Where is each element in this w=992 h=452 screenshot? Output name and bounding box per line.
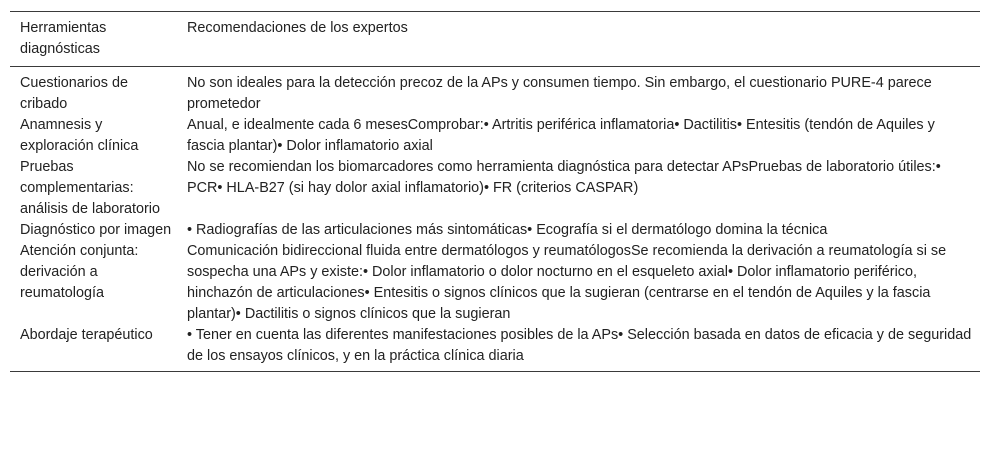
recommendations-table: [10, 11, 980, 372]
row-recommendation: No se recomiendan los biomarcadores como herramienta diagnóstica para detectar APsPruebas de laboratorio útiles:• PCR• HLA-B27 (si hay dolor axial inflamatorio)• FR (criterios CASPAR): [187, 159, 941, 196]
header-row: [10, 12, 980, 67]
row-tool: Cuestionarios de cribado: [20, 75, 128, 112]
header-tools: Herramientas diagnósticas: [20, 20, 107, 57]
row-tool: Diagnóstico por imagen: [20, 222, 172, 238]
table-row: [10, 241, 980, 325]
table-row: [10, 157, 980, 220]
row-recommendation: Anual, e idealmente cada 6 mesesComprobar:• Artritis periférica inflamatoria• Dactilitis• Entesitis (tendón de Aquiles y fascia plantar)• Dolor inflamatorio axial: [187, 117, 935, 154]
row-tool: Atención conjunta: derivación a reumatología: [20, 243, 139, 301]
table-row: [10, 325, 980, 372]
row-recommendation: • Tener en cuenta las diferentes manifestaciones posibles de la APs• Selección basada en datos de eficacia y de seguridad de los ensayos clínicos, y en la práctica clínica diaria: [187, 327, 972, 364]
row-recommendation: Comunicación bidireccional fluida entre dermatólogos y reumatólogosSe recomienda la derivación a reumatología si se sospecha una APs y existe:• Dolor inflamatorio o dolor nocturno en el esqueleto axial• Dolor inflamatorio periférico, hinchazón de articulaciones• Entesitis o signos clínicos que la sugieran (centrarse en el tendón de Aquiles y la fascia plantar)• Dactilitis o signos clínicos que la sugieran: [187, 243, 947, 322]
table-row: [10, 67, 980, 116]
table-header: [10, 12, 980, 67]
row-recommendation: No son ideales para la detección precoz de la APs y consumen tiempo. Sin embargo, el cuestionario PURE-4 parece prometedor: [187, 75, 932, 112]
table-body: [10, 67, 980, 372]
table-row: [10, 115, 980, 157]
table-row: [10, 220, 980, 241]
row-tool: Anamnesis y exploración clínica: [20, 117, 139, 154]
header-recommendations: Recomendaciones de los expertos: [187, 20, 408, 36]
row-recommendation: • Radiografías de las articulaciones más sintomáticas• Ecografía si el dermatólogo domina la técnica: [187, 222, 828, 238]
row-tool: Abordaje terapéutico: [20, 327, 153, 343]
row-tool: Pruebas complementarias: análisis de laboratorio: [20, 159, 160, 217]
